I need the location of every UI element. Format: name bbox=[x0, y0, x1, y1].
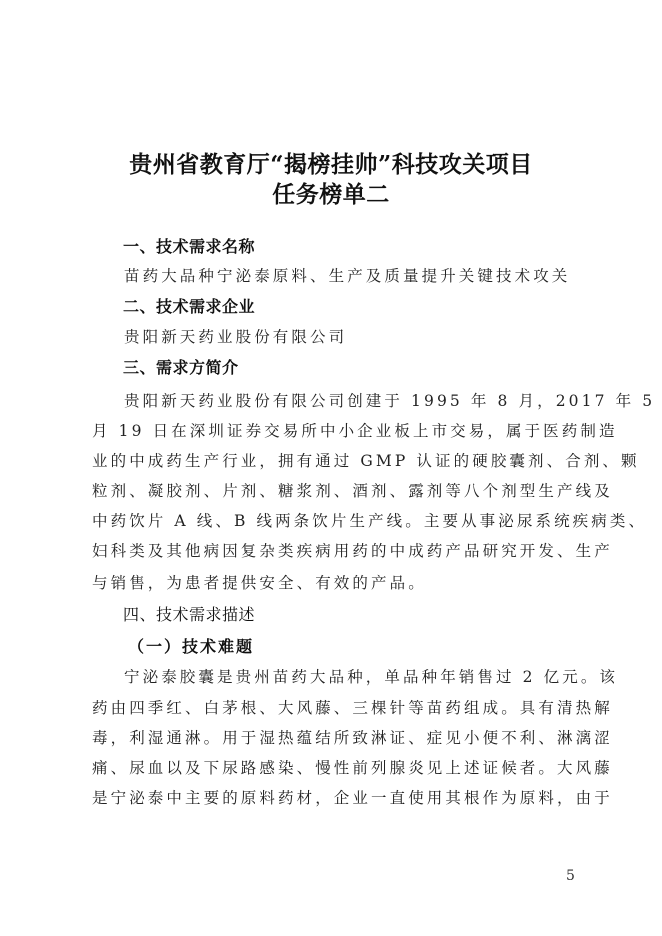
paragraph-line: 中药饮片 A 线、B 线两条饮片生产线。主要从事泌尿系统疾病类、 bbox=[92, 512, 648, 530]
section-1-text: 苗药大品种宁泌泰原料、生产及质量提升关键技术攻关 bbox=[124, 267, 571, 285]
paragraph-line: 月 19 日在深圳证券交易所中小企业板上市交易，属于医药制造 bbox=[92, 422, 618, 440]
section-heading-3: 三、需求方简介 bbox=[123, 358, 239, 377]
paragraph-line: 粒剂、凝胶剂、片剂、糖浆剂、酒剂、露剂等八个剂型生产线及 bbox=[92, 482, 613, 500]
subsection-heading: （一）技术难题 bbox=[128, 637, 255, 656]
paragraph-line: 是宁泌泰中主要的原料药材，企业一直使用其根作为原料，由于 bbox=[92, 789, 613, 807]
paragraph-line: 痛、尿血以及下尿路感染、慢性前列腺炎见上述证候者。大风藤 bbox=[92, 759, 613, 777]
paragraph-line: 与销售，为患者提供安全、有效的产品。 bbox=[92, 574, 427, 592]
document-title-line-2: 任务榜单二 bbox=[272, 181, 390, 208]
section-heading-4: 四、技术需求描述 bbox=[123, 605, 256, 624]
paragraph-line: 宁泌泰胶囊是贵州苗药大品种，单品种年销售过 2 亿元。该 bbox=[124, 668, 619, 686]
paragraph-line: 妇科类及其他病因复杂类疾病用药的中成药产品研究开发、生产 bbox=[92, 542, 613, 560]
paragraph-line: 毒，利湿通淋。用于湿热蕴结所致淋证、症见小便不利、淋漓涩 bbox=[92, 729, 613, 747]
page-number: 5 bbox=[566, 868, 575, 884]
section-2-text: 贵阳新天药业股份有限公司 bbox=[124, 328, 348, 346]
section-heading-2: 二、技术需求企业 bbox=[123, 297, 256, 316]
paragraph-line: 业的中成药生产行业，拥有通过 GMP 认证的硬胶囊剂、合剂、颗 bbox=[92, 452, 640, 470]
paragraph-line: 贵阳新天药业股份有限公司创建于 1995 年 8 月，2017 年 5 bbox=[124, 392, 656, 410]
document-title-line-1: 贵州省教育厅“揭榜挂帅”科技攻关项目 bbox=[129, 151, 533, 178]
section-heading-1: 一、技术需求名称 bbox=[123, 237, 256, 256]
paragraph-line: 药由四季红、白茅根、大风藤、三棵针等苗药组成。具有清热解 bbox=[92, 699, 613, 717]
